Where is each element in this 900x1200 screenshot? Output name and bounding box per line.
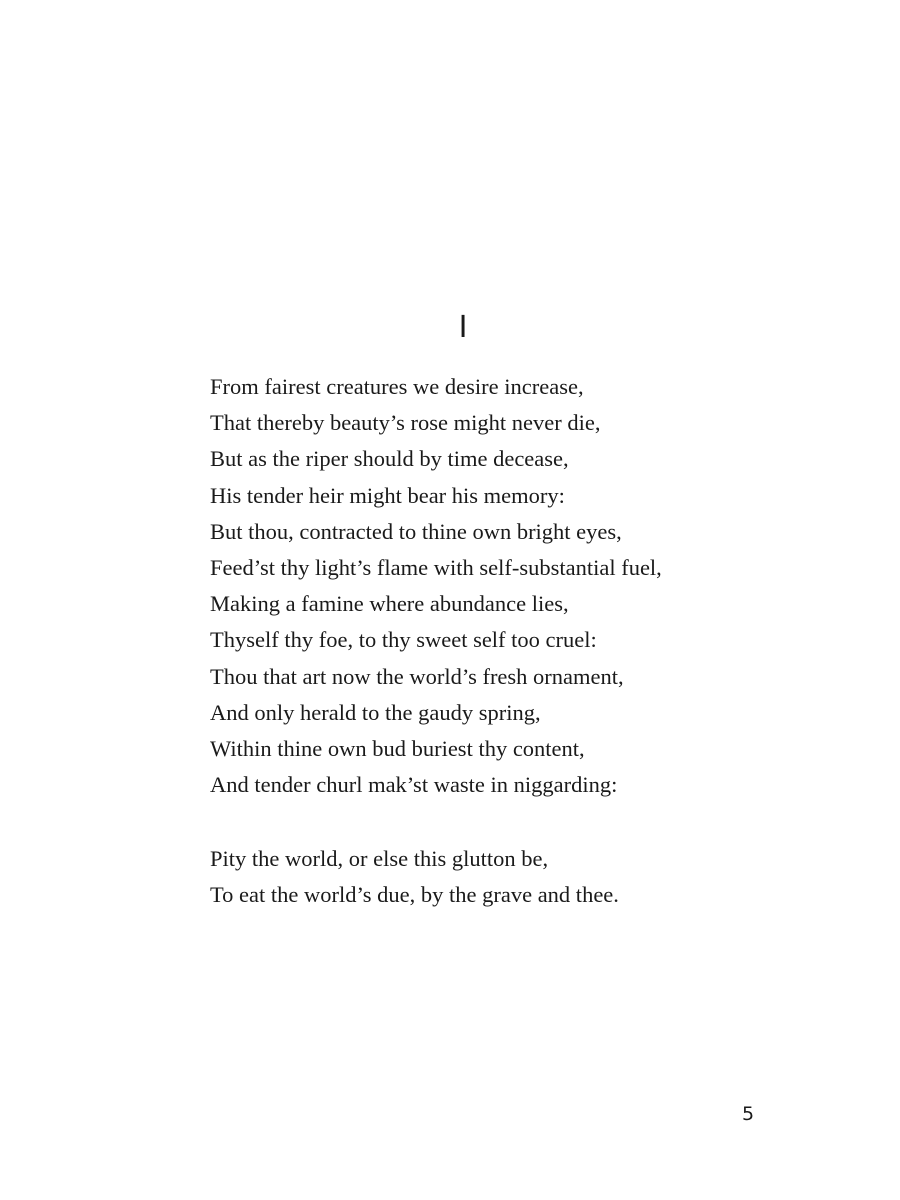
poem-line: Thou that art now the world’s fresh ornament, [210, 663, 624, 689]
poem-line: That thereby beauty’s rose might never die, [210, 410, 601, 436]
couplet [210, 841, 619, 913]
poem-line: Pity the world, or else this glutton be, [210, 846, 549, 871]
stanza-1 [210, 369, 662, 803]
poem-line: And tender churl mak’st waste in niggarding: [210, 772, 618, 798]
poem-line: But as the riper should by time decease, [210, 446, 569, 472]
poem-line: But thou, contracted to thine own bright eyes, [210, 518, 622, 544]
sonnet-number: I [458, 310, 468, 345]
poem-line: Thyself thy foe, to thy sweet self too cruel: [210, 627, 597, 653]
poem-line: And only herald to the gaudy spring, [210, 699, 541, 725]
poem-line: His tender heir might bear his memory: [210, 482, 565, 508]
poem-line: Feed’st thy light’s flame with self-substantial fuel, [210, 555, 662, 581]
page-number: 5 [741, 1103, 755, 1125]
poem-line: To eat the world’s due, by the grave and thee. [210, 882, 619, 908]
poem-line: From fairest creatures we desire increase, [210, 374, 584, 399]
poem-line: Within thine own bud buriest thy content, [210, 736, 585, 762]
poem-line: Making a famine where abundance lies, [210, 591, 569, 617]
